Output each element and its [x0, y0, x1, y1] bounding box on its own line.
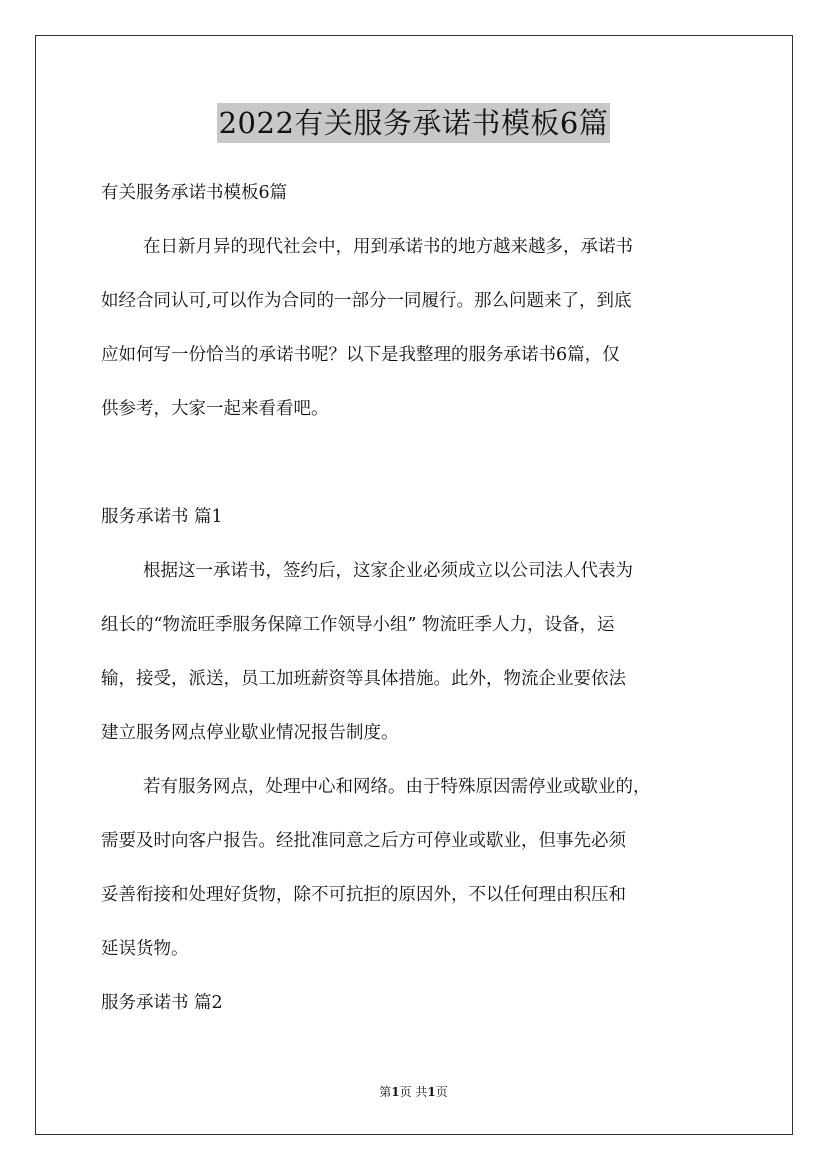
- footer-page-suffix: 页: [435, 1085, 448, 1099]
- page-footer: [0, 1084, 827, 1100]
- intro-line-4: 供参考，大家一起来看看吧。: [101, 399, 329, 419]
- section-1-para-1-line-3: 输，接受，派送，员工加班薪资等具体措施。此外，物流企业要依法: [101, 669, 626, 689]
- footer-page-total: 1: [427, 1085, 436, 1099]
- intro-line-1: 在日新月异的现代社会中，用到承诺书的地方越来越多，承诺书: [143, 237, 633, 257]
- blank-line: [101, 436, 727, 490]
- section-1-para-2-line-4: 延误货物。: [101, 939, 189, 959]
- document-subtitle: 有关服务承诺书模板6篇: [101, 183, 288, 203]
- section-2-heading: 服务承诺书 篇2: [101, 993, 223, 1013]
- section-1-heading: 服务承诺书 篇1: [101, 507, 223, 527]
- section-1-para-1-line-2: 组长的“物流旺季服务保障工作领导小组” 物流旺季人力，设备，运: [101, 615, 615, 635]
- section-1-para-1-line-1: 根据这一承诺书，签约后，这家企业必须成立以公司法人代表为: [143, 561, 633, 581]
- document-title: 2022有关服务承诺书模板6篇: [217, 103, 611, 143]
- intro-line-2: 如经合同认可,可以作为合同的一部分一同履行。那么问题来了，到底: [101, 291, 632, 311]
- section-1-para-2-line-1: 若有服务网点，处理中心和网络。由于特殊原因需停业或歇业的，: [143, 777, 651, 797]
- title-container: [0, 103, 827, 143]
- section-1-para-2-line-3: 妥善衔接和处理好货物，除不可抗拒的原因外，不以任何理由积压和: [101, 885, 626, 905]
- section-1-para-2-line-2: 需要及时向客户报告。经批准同意之后方可停业或歇业，但事先必须: [101, 831, 626, 851]
- document-body: [101, 166, 727, 1030]
- section-1-para-1-line-4: 建立服务网点停业歇业情况报告制度。: [101, 723, 399, 743]
- footer-page-current: 1: [391, 1085, 400, 1099]
- footer-page-mid: 页 共: [399, 1085, 428, 1099]
- footer-page-prefix: 第: [379, 1085, 392, 1099]
- intro-line-3: 应如何写一份恰当的承诺书呢？以下是我整理的服务承诺书6篇，仅: [101, 345, 620, 365]
